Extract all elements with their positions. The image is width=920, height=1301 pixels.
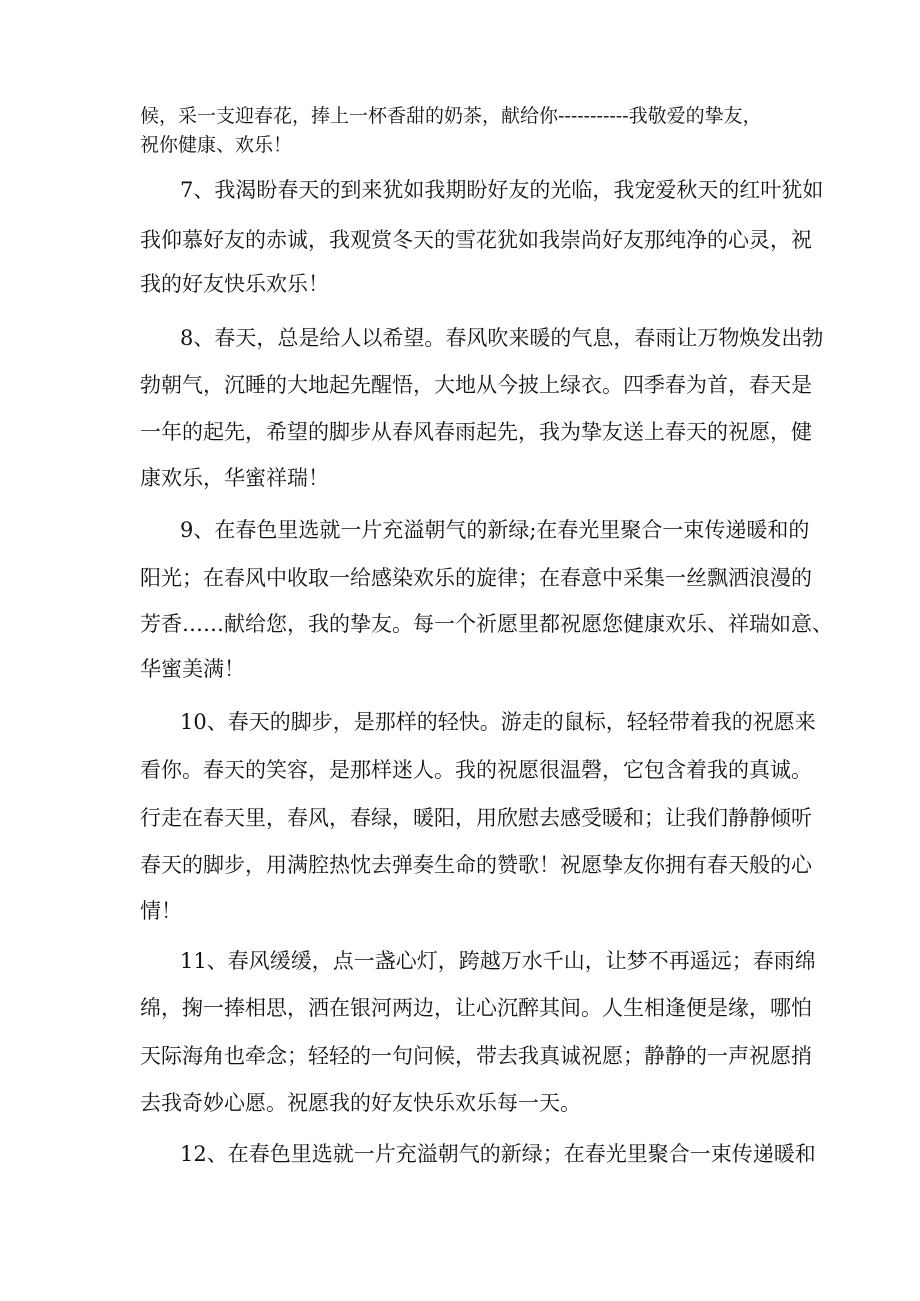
paragraph-9-line-1: 9、在春色里选就一片充溢朝气的新绿;在春光里聚合一束传递暖和的 [180, 518, 810, 542]
paragraph-8-line-4: 康欢乐，华蜜祥瑞！ [140, 466, 329, 490]
paragraph-11-line-4: 去我奇妙心愿。祝愿我的好友快乐欢乐每一天。 [140, 1091, 581, 1115]
paragraph-8-line-2: 勃朝气，沉睡的大地起先醒悟，大地从今披上绿衣。四季春为首，春天是 [140, 373, 812, 397]
paragraph-7-line-1: 7、我渴盼春天的到来犹如我期盼好友的光临，我宠爱秋天的红叶犹如 [180, 178, 824, 202]
paragraph-11-line-2: 绵，掬一捧相思，洒在银河两边，让心沉醉其间。人生相逢便是缘，哪怕 [140, 996, 812, 1020]
paragraph-9-line-3: 芳香……献给您，我的挚友。每一个祈愿里都祝愿您健康欢乐、祥瑞如意、 [140, 612, 833, 636]
paragraph-12-line-1: 12、在春色里选就一片充溢朝气的新绿；在春光里聚合一束传递暖和 [180, 1142, 816, 1166]
paragraph-7-line-3: 我的好友快乐欢乐！ [140, 272, 329, 296]
paragraph-10-line-4: 春天的脚步，用满腔热忱去弹奏生命的赞歌！祝愿挚友你拥有春天般的心 [140, 853, 812, 877]
intro-line-2: 祝你健康、欢乐！ [140, 134, 293, 156]
paragraph-10-line-1: 10、春天的脚步，是那样的轻快。游走的鼠标，轻轻带着我的祝愿来 [180, 710, 816, 734]
paragraph-8-line-3: 一年的起先，希望的脚步从春风春雨起先，我为挚友送上春天的祝愿，健 [140, 420, 812, 444]
paragraph-9-line-2: 阳光；在春风中收取一给感染欢乐的旋律；在春意中采集一丝飘洒浪漫的 [140, 566, 812, 590]
paragraph-9-line-4: 华蜜美满！ [140, 657, 245, 681]
paragraph-7-line-2: 我仰慕好友的赤诚，我观赏冬天的雪花犹如我崇尚好友那纯净的心灵，祝 [140, 228, 812, 252]
paragraph-10-line-3: 行走在春天里，春风，春绿，暖阳，用欣慰去感受暖和；让我们静静倾听 [140, 806, 812, 830]
paragraph-11-line-1: 11、春风缓缓，点一盏心灯，跨越万水千山，让梦不再遥远；春雨绵 [180, 949, 816, 973]
paragraph-10-line-2: 看你。春天的笑容，是那样迷人。我的祝愿很温磬，它包含着我的真诚。 [140, 758, 812, 782]
intro-line-1: 候，采一支迎春花，捧上一杯香甜的奶茶，献给你-----------我敬爱的挚友， [140, 105, 762, 127]
paragraph-8-line-1: 8、春天，总是给人以希望。春风吹来暖的气息，春雨让万物焕发出勃 [180, 326, 824, 350]
paragraph-11-line-3: 天际海角也牵念；轻轻的一句问候，带去我真诚祝愿；静静的一声祝愿捎 [140, 1044, 812, 1068]
paragraph-10-line-5: 情！ [140, 899, 182, 923]
